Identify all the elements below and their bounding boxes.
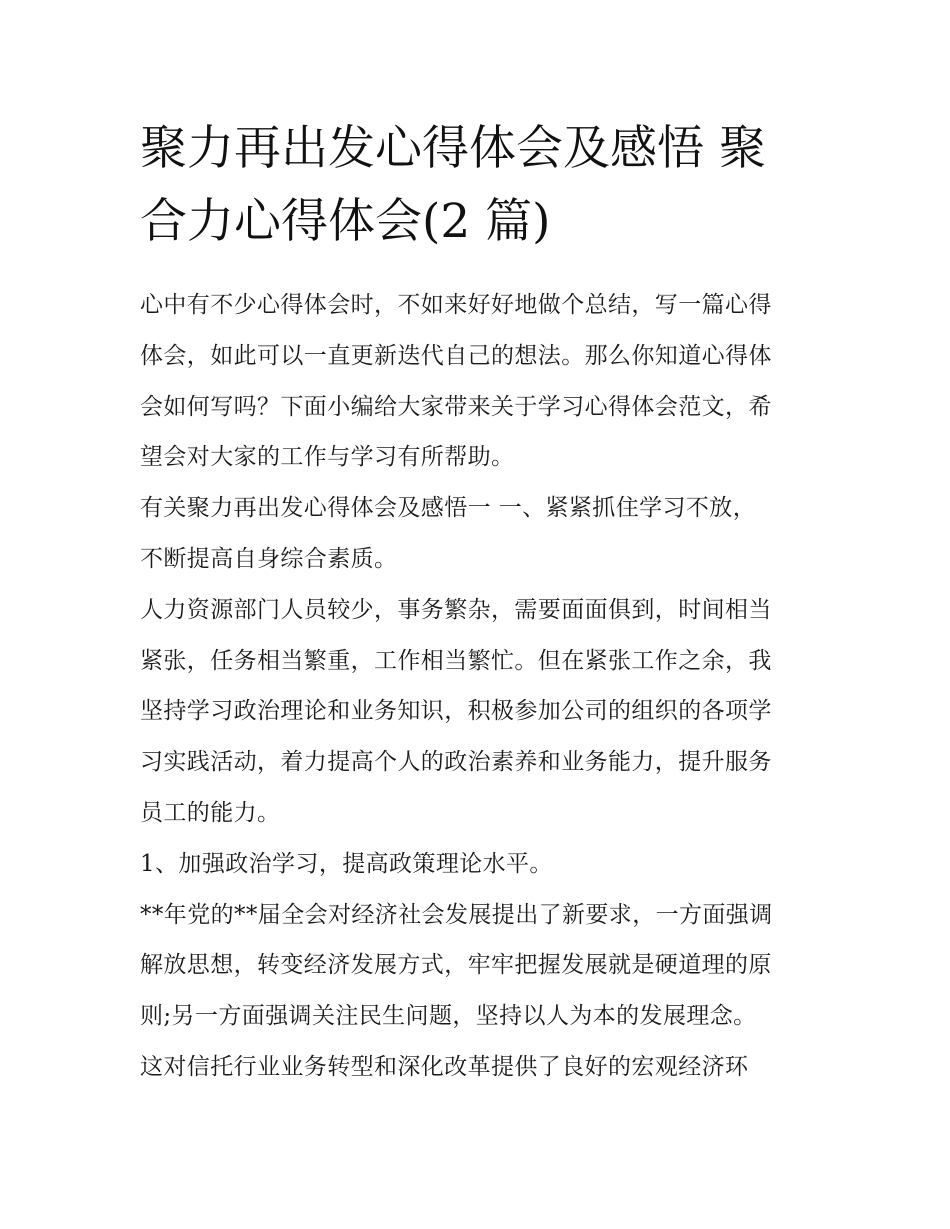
- body-line: 这对信托行业业务转型和深化改革提供了良好的宏观经济环: [140, 1053, 749, 1080]
- body-line: 不断提高自身综合素质。: [140, 545, 398, 572]
- body-line: **年党的**届全会对经济社会发展提出了新要求，一方面强调: [140, 901, 773, 928]
- body-line: 有关聚力再出发心得体会及感悟一 一、紧紧抓住学习不放，: [140, 495, 757, 522]
- body-line: 心中有不少心得体会时，不如来好好地做个总结，写一篇心得: [140, 292, 772, 318]
- body-line: 习实践活动，着力提高个人的政治素养和业务能力，提升服务: [140, 749, 772, 776]
- body-line: 坚持学习政治理论和业务知识，积极参加公司的组织的各项学: [140, 698, 772, 725]
- body-line: 则;另一方面强调关注民生问题，坚持以人为本的发展理念。: [140, 1003, 757, 1030]
- body-line: 人力资源部门人员较少，事务繁杂，需要面面俱到，时间相当: [140, 596, 772, 623]
- body-line: 解放思想，转变经济发展方式，牢牢把握发展就是硬道理的原: [140, 952, 772, 979]
- body-line: 体会，如此可以一直更新迭代自己的想法。那么你知道心得体: [140, 342, 772, 369]
- document-title: [140, 112, 820, 258]
- body-line: 会如何写吗？下面小编给大家带来关于学习心得体会范文，希: [140, 393, 772, 420]
- body-line: 紧张，任务相当繁重，工作相当繁忙。但在紧张工作之余，我: [140, 647, 772, 674]
- body-line: 望会对大家的工作与学习有所帮助。: [140, 444, 515, 471]
- body-line: 员工的能力。: [140, 799, 281, 826]
- document-body: [140, 280, 830, 1093]
- body-line: 1、加强政治学习，提高政策理论水平。: [140, 850, 553, 877]
- title-line: 合力心得体会(2 篇): [140, 194, 551, 249]
- title-line: 聚力再出发心得体会及感悟 聚: [140, 121, 766, 176]
